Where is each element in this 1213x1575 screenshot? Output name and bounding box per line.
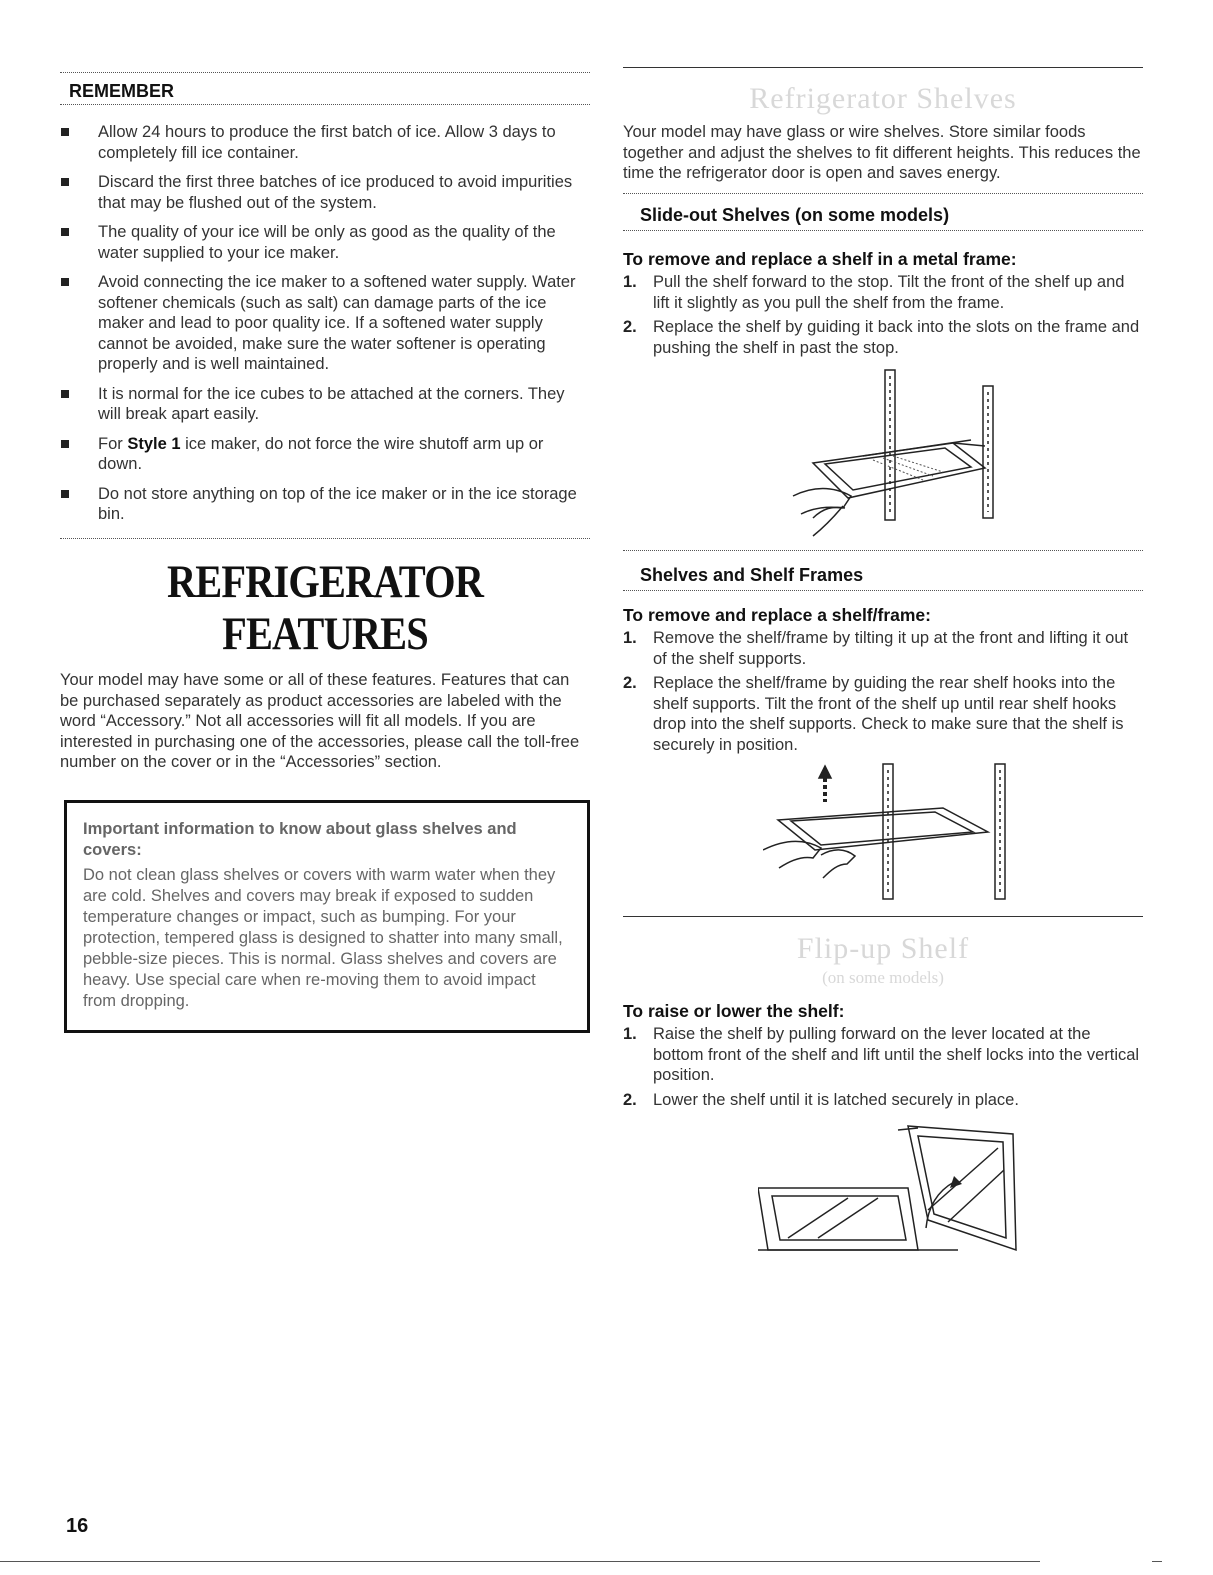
step-item: 1. Remove the shelf/frame by tilting it up at the front and lifting it out of the shelf supports. [623,629,1129,668]
features-title-line2: FEATURES [222,608,428,660]
slideout-steps [623,272,1145,362]
bullet-icon [61,128,69,136]
divider [623,67,1143,68]
divider [623,230,1143,231]
divider [623,193,1143,194]
note-heading: Important information to know about glass shelves and covers: [83,820,517,859]
features-title-line1: REFRIGERATOR [166,556,484,608]
remember-heading: REMEMBER [69,81,175,101]
frames-heading: Shelves and Shelf Frames [640,565,864,585]
step-item: 2. Replace the shelf/frame by guiding the rear shelf hooks into the shelf supports. Tilt the front of the shelf up until rear shelf hooks drop into the shelf supports. Check to make sure that the shelf is securely in position. [623,674,1124,754]
features-intro: Your model may have some or all of these features. Features that can be purchased separately as product accessories are labeled with the word “Accessory.” Not all accessories will fit all models. If you are interested in purchasing one of the accessories, please call the toll-free number on the cover or in the “Accessories” section. [60,671,580,771]
step-item: 2. Replace the shelf by guiding it back into the slots on the frame and pushing the shelf in past the stop. [623,318,1140,357]
shelves-intro: Your model may have glass or wire shelves. Store similar foods together and adjust the shelves to fit different heights. This reduces the time the refrigerator door is open and saves energy. [623,123,1141,182]
list-item: It is normal for the ice cubes to be attached at the corners. They will break apart easily. [60,384,590,425]
list-item: Discard the first three batches of ice produced to avoid impurities that may be flushed out of the system. [60,172,590,213]
remember-list [60,122,590,534]
divider [1152,1561,1162,1562]
flipup-title: Flip-up Shelf [796,932,970,965]
list-item: Allow 24 hours to produce the first batch of ice. Allow 3 days to completely fill ice container. [60,122,590,163]
glass-shelves-note [64,800,590,1033]
divider [623,916,1143,917]
features-title [60,556,590,660]
divider [60,104,590,105]
slideout-shelf-illustration [773,368,1013,538]
list-item: For Style 1 ice maker, do not force the wire shutoff arm up or down. [60,434,590,475]
shelf-frame-illustration [763,760,1023,905]
list-item: The quality of your ice will be only as good as the quality of the water supplied to your ice maker. [60,222,590,263]
bullet-icon [61,390,69,398]
bullet-icon [61,178,69,186]
flipup-shelf-illustration [758,1120,1028,1260]
frames-steps [623,628,1145,759]
step-item: 1. Raise the shelf by pulling forward on the lever located at the bottom front of the shelf and lift until the shelf locks into the vertical position. [623,1025,1140,1084]
divider [0,1561,1040,1562]
divider [60,72,590,73]
note-body: Do not clean glass shelves or covers with warm water when they are cold. Shelves and covers may break if exposed to sudden temperature changes or impact, such as bumping. For your protection, tempered glass is designed to shatter into many small, pebble-size pieces. This is normal. Glass shelves and covers are heavy. Use special care when re-moving them to avoid impact from dropping. [83,866,563,1010]
flipup-steps [623,1024,1145,1114]
flipup-subtitle: (on some models) [822,968,944,987]
slideout-heading: Slide-out Shelves (on some models) [640,205,950,225]
divider [623,590,1143,591]
frames-procedure: To remove and replace a shelf/frame: [623,605,931,625]
bullet-icon [61,228,69,236]
step-item: 2. Lower the shelf until it is latched securely in place. [623,1090,1019,1109]
bullet-icon [61,278,69,286]
slideout-procedure: To remove and replace a shelf in a metal frame: [623,249,1017,269]
step-item: 1. Pull the shelf forward to the stop. Tilt the front of the shelf up and lift it slightly as you pull the shelf from the frame. [623,273,1125,312]
divider [60,538,590,539]
shelves-title: Refrigerator Shelves [749,82,1017,115]
list-item: Avoid connecting the ice maker to a softened water supply. Water softener chemicals (such as salt) can damage parts of the ice maker and lead to poor quality ice. If a softened water supply cannot be avoided, make sure the water softener is operating properly and is well maintained. [60,272,590,375]
page-number: 16 [66,1515,89,1537]
bullet-icon [61,440,69,448]
divider [623,550,1143,551]
list-item: Do not store anything on top of the ice maker or in the ice storage bin. [60,484,590,525]
flipup-procedure: To raise or lower the shelf: [623,1001,845,1021]
bullet-icon [61,490,69,498]
